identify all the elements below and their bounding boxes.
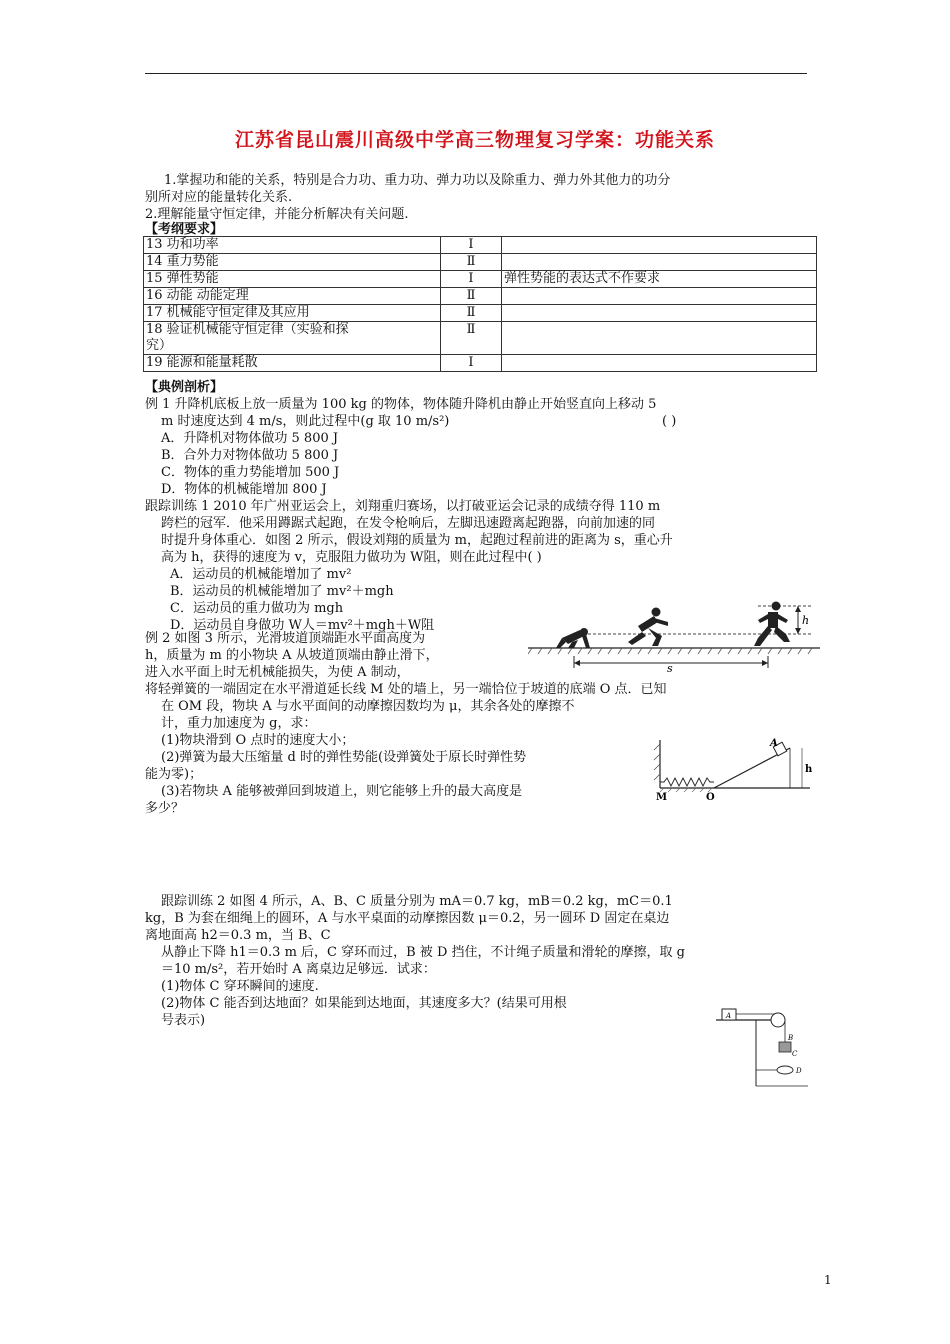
tr2-line-3: 离地面高 h2＝0.3 m，当 B、C	[145, 928, 331, 943]
table-row	[144, 254, 817, 271]
ex2-q3-cont: 多少？	[145, 801, 185, 816]
tr2-line-5: ＝10 m/s²，若开始时 A 离桌边足够远．试求：	[161, 962, 436, 977]
fig3-label-h: h	[805, 764, 813, 775]
table-cell-note	[502, 305, 817, 322]
topic-line: 究）	[146, 338, 173, 353]
runner-crouched-icon	[556, 628, 590, 648]
ex1-answer-paren: ( )	[662, 414, 677, 429]
ex1-option-b: B．合外力对物体做功 5 800 J	[161, 448, 339, 463]
table-row	[144, 288, 817, 305]
tr2-line-1: 跟踪训练 2 如图 4 所示，A、B、C 质量分别为 mA＝0.7 kg，mB＝0.2 kg，mC＝0.1	[161, 894, 673, 909]
section-heading-examples: 【典例剖析】	[145, 380, 224, 395]
table-row	[144, 305, 817, 322]
fig4-label-a: A	[726, 1012, 732, 1020]
objective-line-3: 2.理解能量守恒定律，并能分析解决有关问题.	[145, 207, 409, 222]
ex2-q3: (3)若物块 A 能够被弹回到坡道上，则它能够上升的最大高度是	[161, 784, 523, 799]
ex2-line-3: 进入水平面上时无机械能损失，为使 A 制动，	[145, 665, 410, 680]
table-row	[144, 322, 817, 355]
tr1-line-1: 跟踪训练 1 2010 年广州亚运会上，刘翔重归赛场，以打破亚运会记录的成绩夺得 110 m	[145, 499, 661, 514]
table-cell-level: Ⅱ	[441, 288, 502, 305]
table-cell-level: Ⅰ	[441, 237, 502, 254]
tr1-line-4: 高为 h，获得的速度为 v，克服阻力做功为 W阻，则在此过程中( )	[161, 550, 542, 565]
ex2-line-6: 计，重力加速度为 g，求：	[161, 716, 317, 731]
ex1-option-d: D．物体的机械能增加 800 J	[161, 482, 327, 497]
ex1-line-2: m 时速度达到 4 m/s，则此过程中(g 取 10 m/s²)	[161, 414, 450, 429]
table-cell-level: Ⅰ	[441, 355, 502, 372]
table-cell-note	[502, 237, 817, 254]
header-rule	[145, 73, 807, 74]
fig4-label-d: D	[796, 1067, 802, 1075]
objective-line-1: 1.掌握功和能的关系，特别是合力功、重力功、弹力功以及除重力、弹力外其他力的功分	[164, 173, 671, 188]
tr2-q1: (1)物体 C 穿环瞬间的速度.	[161, 979, 319, 994]
tr2-q2: (2)物体 C 能否到达地面？如果能到达地面，其速度多大？(结果可用根	[161, 996, 567, 1011]
figure-sprint-start	[528, 598, 820, 674]
requirements-table	[143, 236, 817, 372]
table-cell-topic: 16 动能 动能定理	[144, 288, 441, 305]
table-cell-note: 弹性势能的表达式不作要求	[502, 271, 817, 288]
table-cell-topic: 17 机械能守恒定律及其应用	[144, 305, 441, 322]
tr2-q2-cont: 号表示)	[161, 1013, 206, 1028]
table-cell-topic: 14 重力势能	[144, 254, 441, 271]
table-cell-level: Ⅰ	[441, 271, 502, 288]
table-row	[144, 271, 817, 288]
tr2-line-2: kg，B 为套在细绳上的圆环，A 与水平桌面的动摩擦因数 μ＝0.2，另一圆环 D 固定在桌边	[145, 911, 670, 926]
section-heading-requirements: 【考纲要求】	[145, 222, 224, 237]
ex1-option-a: A．升降机对物体做功 5 800 J	[161, 431, 339, 446]
ex2-line-4: 将轻弹簧的一端固定在水平滑道延长线 M 处的墙上，另一端恰位于坡道的底端 O 点．已知	[145, 682, 667, 697]
table-cell-note	[502, 254, 817, 271]
ex2-q2-cont: 能为零)；	[145, 767, 203, 782]
table-cell-topic: 13 功和功率	[144, 237, 441, 254]
table-cell-level: Ⅱ	[441, 322, 502, 355]
runner-accelerating-icon	[628, 608, 668, 647]
ex2-line-1: 例 2 如图 3 所示，光滑坡道顶端距水平面高度为	[145, 631, 426, 646]
tr1-option-b: B．运动员的机械能增加了 mv²＋mgh	[170, 584, 394, 599]
tr1-option-a: A．运动员的机械能增加了 mv²	[170, 567, 352, 582]
figure-pulley-system	[716, 1002, 812, 1088]
ex2-line-5: 在 OM 段，物块 A 与水平面间的动摩擦因数均为 μ，其余各处的摩擦不	[161, 699, 575, 714]
ex1-option-c: C．物体的重力势能增加 500 J	[161, 465, 340, 480]
fig4-label-b: B	[788, 1034, 794, 1042]
page-title: 江苏省昆山震川高级中学高三物理复习学案：功能关系	[234, 129, 715, 151]
tr2-line-4: 从静止下降 h1＝0.3 m 后，C 穿环而过，B 被 D 挡住，不计绳子质量和滑轮的摩擦，取 g	[161, 945, 685, 960]
runner-upright-icon	[754, 602, 790, 647]
ex2-q2: (2)弹簧为最大压缩量 d 时的弹性势能(设弹簧处于原长时弹性势	[161, 750, 527, 765]
fig3-label-o: O	[706, 792, 715, 802]
figure-spring-ramp	[650, 734, 818, 802]
fig2-label-h: h	[802, 614, 810, 627]
ex2-q1: (1)物块滑到 O 点时的速度大小；	[161, 733, 355, 748]
pulley-icon	[771, 1013, 785, 1027]
fig2-label-s: s	[667, 662, 673, 674]
table-cell-note	[502, 322, 817, 355]
ex1-line-1: 例 1 升降机底板上放一质量为 100 kg 的物体，物体随升降机由静止开始竖直向上移动 5	[145, 397, 657, 412]
ex2-line-2: h，质量为 m 的小物块 A 从坡道顶端由静止滑下，	[145, 648, 439, 663]
table-cell-topic	[144, 322, 441, 355]
fig4-label-c: C	[792, 1050, 798, 1058]
fig3-label-m: M	[656, 792, 668, 802]
tr1-line-3: 时提升身体重心．如图 2 所示，假设刘翔的质量为 m，起跑过程前进的距离为 s，重心升	[161, 533, 673, 548]
tr1-option-d: D．运动员自身做功 W人＝mv²＋mgh＋W阻	[170, 618, 435, 633]
table-row	[144, 237, 817, 254]
fig3-label-a: A	[770, 738, 778, 749]
objective-line-2: 别所对应的能量转化关系.	[145, 190, 293, 205]
topic-line: 18 验证机械能守恒定律（实验和探	[146, 322, 349, 337]
table-cell-topic: 15 弹性势能	[144, 271, 441, 288]
table-cell-level: Ⅱ	[441, 254, 502, 271]
table-cell-note	[502, 355, 817, 372]
tr1-option-c: C．运动员的重力做功为 mgh	[170, 601, 344, 616]
table-cell-topic: 19 能源和能量耗散	[144, 355, 441, 372]
table-cell-note	[502, 288, 817, 305]
table-row	[144, 355, 817, 372]
page-number: 1	[824, 1273, 832, 1287]
table-cell-level: Ⅱ	[441, 305, 502, 322]
tr1-line-2: 跨栏的冠军．他采用蹲踞式起跑，在发令枪响后，左脚迅速蹬离起跑器，向前加速的同	[161, 516, 656, 531]
